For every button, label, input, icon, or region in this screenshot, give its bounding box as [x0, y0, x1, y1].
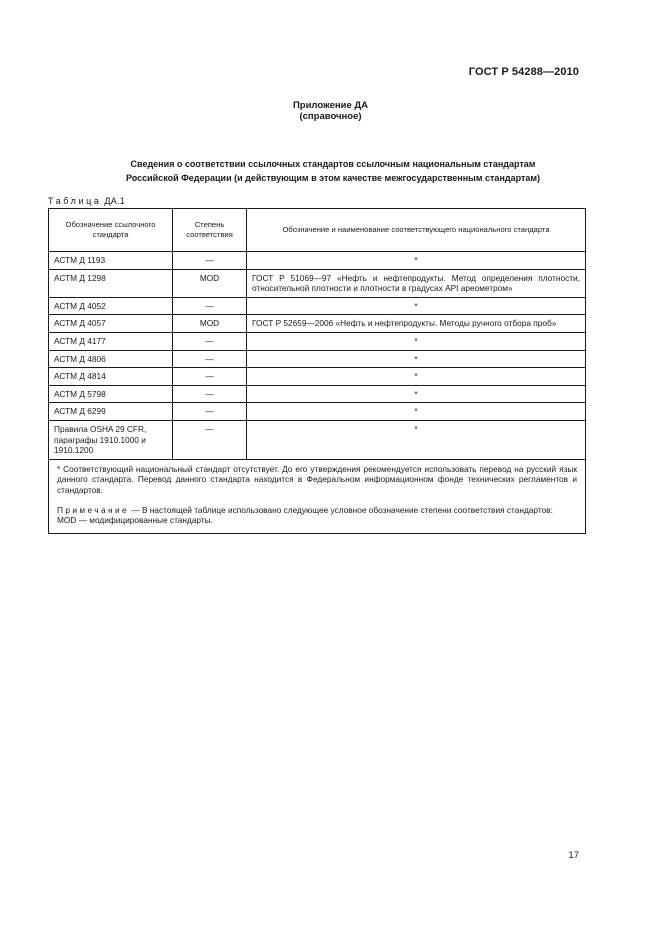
heading-line-1: Сведения о соответствии ссылочных стандартов ссылочным национальным стандартам — [130, 159, 536, 169]
reference-cell: АСТМ Д 4057 — [49, 315, 173, 333]
reference-cell: АСТМ Д 1193 — [49, 252, 173, 270]
degree-cell: — — [173, 297, 247, 315]
national-standard-cell: * — [247, 385, 586, 403]
table-row — [49, 297, 586, 315]
heading-line-2: Российской Федерации (и действующим в этом качестве межгосударственным стандартам) — [125, 173, 541, 183]
page-number: 17 — [568, 850, 579, 861]
appendix-label: Приложение ДА — [292, 100, 369, 111]
degree-cell: — — [173, 350, 247, 368]
national-standard-cell: * — [247, 368, 586, 386]
column-header-reference: Обозначение ссылочного стандарта — [49, 209, 173, 252]
table-row — [49, 269, 586, 297]
national-standard-cell: * — [247, 420, 586, 459]
national-standard-cell: ГОСТ Р 51069—97 «Нефть и нефтепродукты. Метод определения плотности, относительной плотности и плотности в градусах API ареометром» — [247, 269, 586, 297]
degree-cell: — — [173, 385, 247, 403]
note-text: — В настоящей таблице использовано следующее условное обозначение степени соответствия стандартов: — [131, 504, 553, 515]
reference-cell: АСТМ Д 6299 — [49, 403, 173, 421]
table-row — [49, 385, 586, 403]
table-row — [49, 368, 586, 386]
note-label: Примечание — [57, 504, 130, 515]
degree-cell: — — [173, 403, 247, 421]
table-row — [49, 420, 586, 459]
reference-cell: АСТМ Д 4814 — [49, 368, 173, 386]
table-row — [49, 350, 586, 368]
national-standard-cell: ГОСТ Р 52659—2006 «Нефть и нефтепродукты. Методы ручного отбора проб» — [247, 315, 586, 333]
degree-cell: — — [173, 420, 247, 459]
reference-cell: Правила OSHA 29 CFR, параграфы 1910.1000 и 1910.1200 — [49, 420, 173, 459]
degree-cell: MOD — [173, 315, 247, 333]
national-standard-cell: * — [247, 403, 586, 421]
reference-cell: АСТМ Д 4806 — [49, 350, 173, 368]
national-standard-cell: * — [247, 332, 586, 350]
footnote: * Соответствующий национальный стандарт отсутствует. До его утверждения рекомендуется использовать перевод на русский язык данного стандарта. Перевод данного стандарта находится в Федеральном информационном фонде технических регламентов и стандартов. — [57, 463, 577, 495]
table-note — [57, 505, 577, 516]
degree-cell: — — [173, 252, 247, 270]
table-row — [49, 315, 586, 333]
table-footer — [49, 459, 586, 533]
table-footer-row — [49, 459, 586, 533]
reference-cell: АСТМ Д 5798 — [49, 385, 173, 403]
section-heading — [48, 157, 618, 185]
table-caption-id: ДА.1 — [104, 196, 126, 206]
column-header-national: Обозначение и наименование соответствующего национального стандарта — [247, 209, 586, 252]
document-code: ГОСТ Р 54288—2010 — [468, 66, 579, 78]
national-standard-cell: * — [247, 252, 586, 270]
table-caption — [48, 196, 125, 206]
reference-cell: АСТМ Д 4177 — [49, 332, 173, 350]
national-standard-cell: * — [247, 297, 586, 315]
appendix-subtitle: (справочное) — [299, 111, 362, 122]
table-row — [49, 332, 586, 350]
table-caption-word: Таблица — [48, 196, 102, 206]
table-header-row — [49, 209, 586, 252]
degree-cell: — — [173, 368, 247, 386]
note-mod-definition: MOD — модифицированные стандарты. — [57, 515, 213, 526]
reference-cell: АСТМ Д 1298 — [49, 269, 173, 297]
degree-cell: MOD — [173, 269, 247, 297]
reference-cell: АСТМ Д 4052 — [49, 297, 173, 315]
column-header-degree: Степень соответствия — [173, 209, 247, 252]
correspondence-table — [48, 208, 586, 534]
table-row — [49, 403, 586, 421]
national-standard-cell: * — [247, 350, 586, 368]
degree-cell: — — [173, 332, 247, 350]
table-row — [49, 252, 586, 270]
appendix-title — [0, 100, 661, 122]
